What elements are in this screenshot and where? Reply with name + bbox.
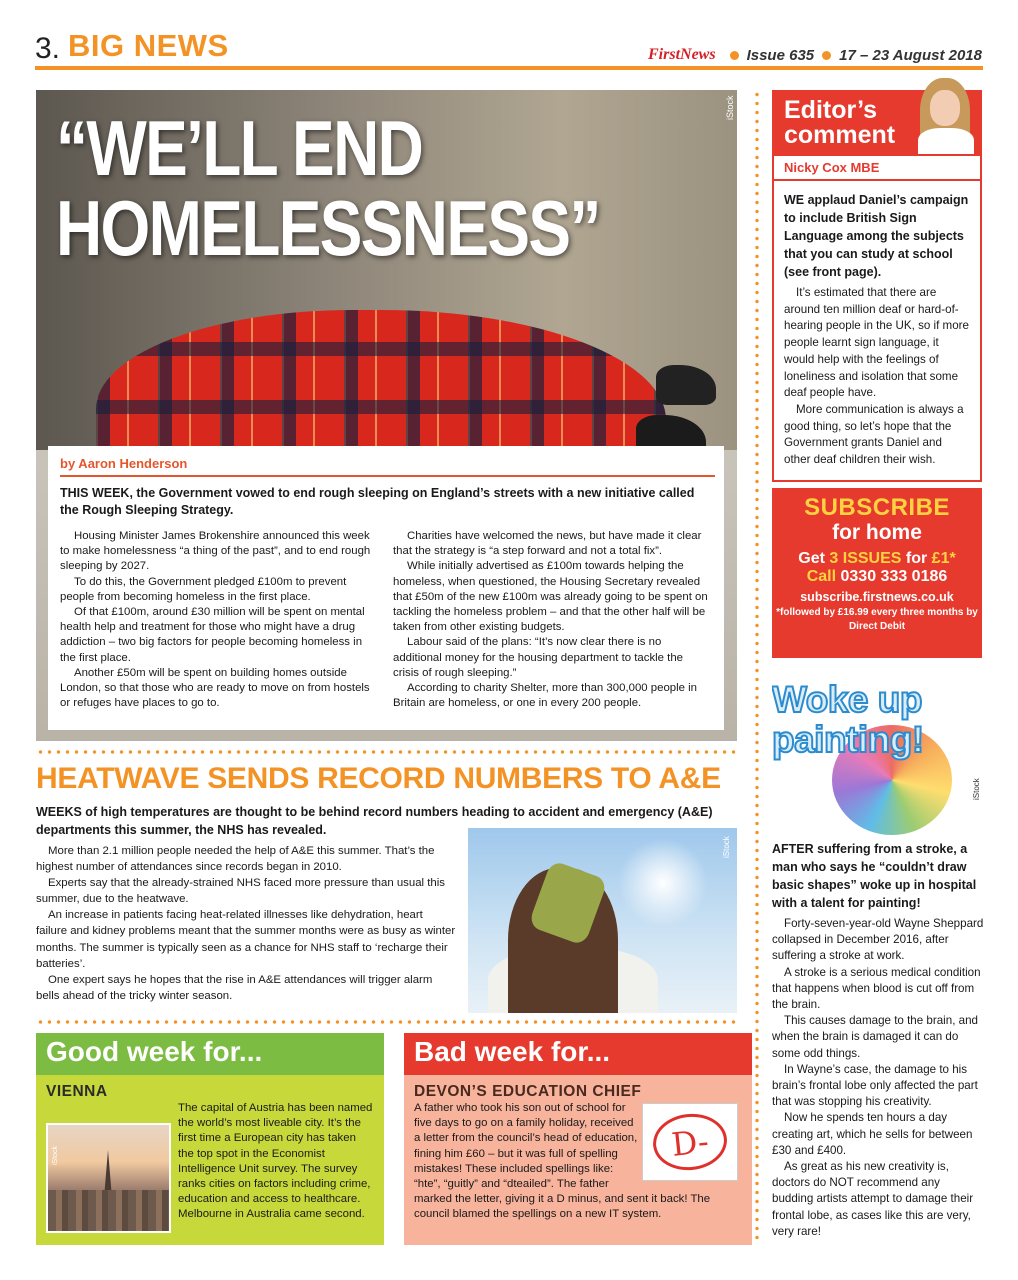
paragraph: More than 2.1 million people needed the help of A&E this summer. That’s the highest number of attendances since records began in 2010. — [36, 845, 435, 874]
issue-dates: 17 – 23 August 2018 — [839, 46, 982, 64]
photo-credit: iStock — [725, 95, 735, 120]
brand-logo: FirstNews — [648, 46, 716, 63]
paragraph: Experts say that the already-strained NHS faced more pressure than usual this summer, due to the heatwave. — [36, 877, 445, 906]
paragraph: More communication is always a good thing, so let’s hope that the Government grants Daniel and other deaf children their wish. — [784, 402, 964, 467]
photo-credit: iStock — [52, 1145, 59, 1165]
offer-for: for — [905, 550, 928, 567]
dotted-divider — [36, 1020, 738, 1024]
lead-column-1 — [60, 529, 379, 711]
lead-intro: THIS WEEK, the Government vowed to end rough sleeping on England’s streets with a new initiative called the Rough Sleeping Strategy. — [60, 486, 695, 517]
offer-get: Get — [798, 550, 825, 567]
editor-body — [918, 128, 974, 154]
woke-body — [772, 916, 984, 1240]
offer-issues: 3 ISSUES — [829, 550, 902, 567]
lead-columns — [60, 529, 712, 711]
good-week-heading: Good week for... — [36, 1033, 384, 1075]
lead-article — [48, 446, 724, 730]
subscribe-title: SUBSCRIBE — [804, 494, 950, 521]
subscribe-link[interactable]: subscribe.firstnews.co.uk — [800, 590, 954, 604]
photo-credit: iStock — [972, 778, 981, 800]
subscribe-call[interactable] — [772, 568, 982, 586]
sun-glare — [618, 838, 708, 928]
subscribe-for-home: for home — [832, 521, 922, 544]
editors-comment-title: Editor’s comment — [784, 96, 896, 149]
editors-comment — [772, 90, 982, 482]
woke-up-painting-art — [772, 680, 980, 835]
d-minus-letter — [642, 1103, 738, 1181]
masthead-info — [648, 46, 982, 64]
editor-name: Nicky Cox MBE — [774, 156, 980, 181]
paragraph: Labour said of the plans: “It’s now clear there is no additional money for the housing department to tackle the crisis of rough sleeping.” — [393, 636, 684, 679]
subscribe-ad[interactable] — [772, 488, 982, 658]
good-week-body: The capital of Austria has been named the world’s most liveable city. It’s the first time a European city has taken the top spot in the Economist Intelligence Unit survey. The survey ranks cities on factors including crime, education and access to healthcare. Melbourne in Australia came second. — [178, 1102, 373, 1221]
section-title: BIG NEWS — [68, 28, 229, 63]
woke-intro: AFTER suffering from a stroke, a man who says he “couldn’t draw basic shapes” woke up in hospital with a talent for painting! — [772, 842, 977, 910]
editors-comment-heading — [774, 92, 980, 156]
sidebar-dotted-divider — [755, 90, 759, 1240]
woke-up-headline: Woke up painting! — [772, 680, 924, 760]
byline: by Aaron Henderson — [60, 456, 188, 471]
heatwave-body — [36, 843, 456, 1004]
dotted-divider — [36, 750, 738, 754]
bullet-dot-icon — [730, 51, 739, 60]
editor-avatar — [912, 78, 978, 154]
paragraph: Charities have welcomed the news, but have made it clear that the strategy is “a step forward and not a total fix”. — [393, 530, 702, 558]
paragraph: In Wayne’s case, the damage to his brain’s frontal lobe only affected the part that was stopping his creativity. — [772, 1062, 978, 1109]
heatwave-intro: WEEKS of high temperatures are thought to be behind record numbers heading to accident and emergency (A&E) departments this summer, the NHS has revealed. — [36, 805, 713, 837]
call-label: Call — [806, 568, 837, 585]
good-week-panel — [36, 1033, 384, 1245]
vienna-photo — [46, 1123, 171, 1233]
paragraph: An increase in patients facing heat-related illnesses like dehydration, heart failure and kidney problems meant that the summer months were as busy as winter months. The summer is typically seen as a chance for NHS staff to ‘recharge their batteries’. — [36, 909, 456, 970]
paragraph: Housing Minister James Brokenshire announced this week to make homelessness “a thing of the past”, and to end rough sleeping by 2027. — [60, 530, 371, 573]
paragraph: Another £50m will be spent on building homes outside London, so that those who are ready to move on from hostels or refuges have places to go to. — [60, 666, 370, 710]
editor-face — [930, 90, 960, 126]
header-rule — [35, 66, 983, 70]
lead-column-2 — [393, 529, 712, 711]
paragraph: While initially advertised as £100m towards helping the homeless, when questioned, the Housing Secretary revealed that £50m of the new £100m was already going to be spent on tackling the homeless problem – and that the other half will be taken from other existing budgets. — [393, 560, 708, 634]
d-minus-grade: D- — [650, 1110, 729, 1173]
photo-credit: iStock — [722, 836, 731, 858]
paragraph: According to charity Shelter, more than 300,000 people in Britain are homeless, or one in every 200 people. — [393, 682, 698, 710]
issue-number: Issue 635 — [746, 46, 815, 64]
paragraph: One expert says he hopes that the rise in A&E attendances will trigger alarm bells ahead of the tricky winter season. — [36, 973, 433, 1002]
city-skyline — [48, 1190, 171, 1233]
good-week-subject: VIENNA — [46, 1083, 108, 1100]
bad-week-panel — [404, 1033, 752, 1245]
paragraph: Forty-seven-year-old Wayne Sheppard collapsed in December 2016, after suffering a stroke at work. — [772, 917, 984, 963]
bullet-dot-icon — [822, 51, 831, 60]
byline-rule — [60, 475, 715, 477]
paragraph: Of that £100m, around £30 million will be spent on mental health help and treatment for those who might have a drug addiction – two big factors for people becoming homeless in the first place. — [60, 606, 365, 664]
paragraph: A stroke is a serious medical condition that happens when blood is cut off from the brain. — [772, 965, 981, 1012]
lead-headline: “WE’LL END HOMELESSNESS” — [56, 104, 600, 272]
editor-lead: WE applaud Daniel’s campaign to include British Sign Language among the subjects that you can study at school (see front page). — [784, 193, 969, 279]
paragraph: Now he spends ten hours a day creating art, which he sells for between £30 and £400. — [772, 1111, 973, 1157]
offer-price: £1* — [931, 550, 956, 567]
heatwave-photo — [468, 828, 737, 1013]
bad-week-subject: DEVON’S EDUCATION CHIEF — [414, 1083, 642, 1100]
heatwave-headline: HEATWAVE SENDS RECORD NUMBERS TO A&E — [36, 762, 721, 795]
subscribe-note: *followed by £16.99 every three months by Direct Debit — [776, 607, 978, 632]
phone-number[interactable]: 0330 333 0186 — [840, 568, 948, 585]
paragraph: This causes damage to the brain, and when the brain is damaged it can do some odd things. — [772, 1014, 978, 1060]
bad-week-text: A father who took his son out of school for five days to go on a family holiday, received a letter from the council’s head of education, fining him £60 – but it was full of spelling mistakes! These included spellings like: “hte”, “guitly” and “dteailed”. The father marked the letter, giving it a D minus, and sent it back! The council blamed the spellings on a new IT system. — [404, 1101, 752, 1223]
paragraph: It’s estimated that there are around ten million deaf or hard-of-hearing people in the UK, so if more people learnt sign language, it would help with the feelings of loneliness and isolation that some deaf people have. — [784, 286, 969, 400]
subscribe-offer — [772, 550, 982, 568]
page-number: 3. — [35, 32, 61, 65]
editor-text — [774, 181, 980, 479]
paragraph: To do this, the Government pledged £100m to prevent people from becoming homeless in the first place. — [60, 575, 347, 603]
bad-week-heading: Bad week for... — [404, 1033, 752, 1075]
paragraph: As great as his new creativity is, doctors do NOT recommend any budding artists attempt to damage their frontal lobe, as cases like this are very, very rare! — [772, 1160, 974, 1238]
